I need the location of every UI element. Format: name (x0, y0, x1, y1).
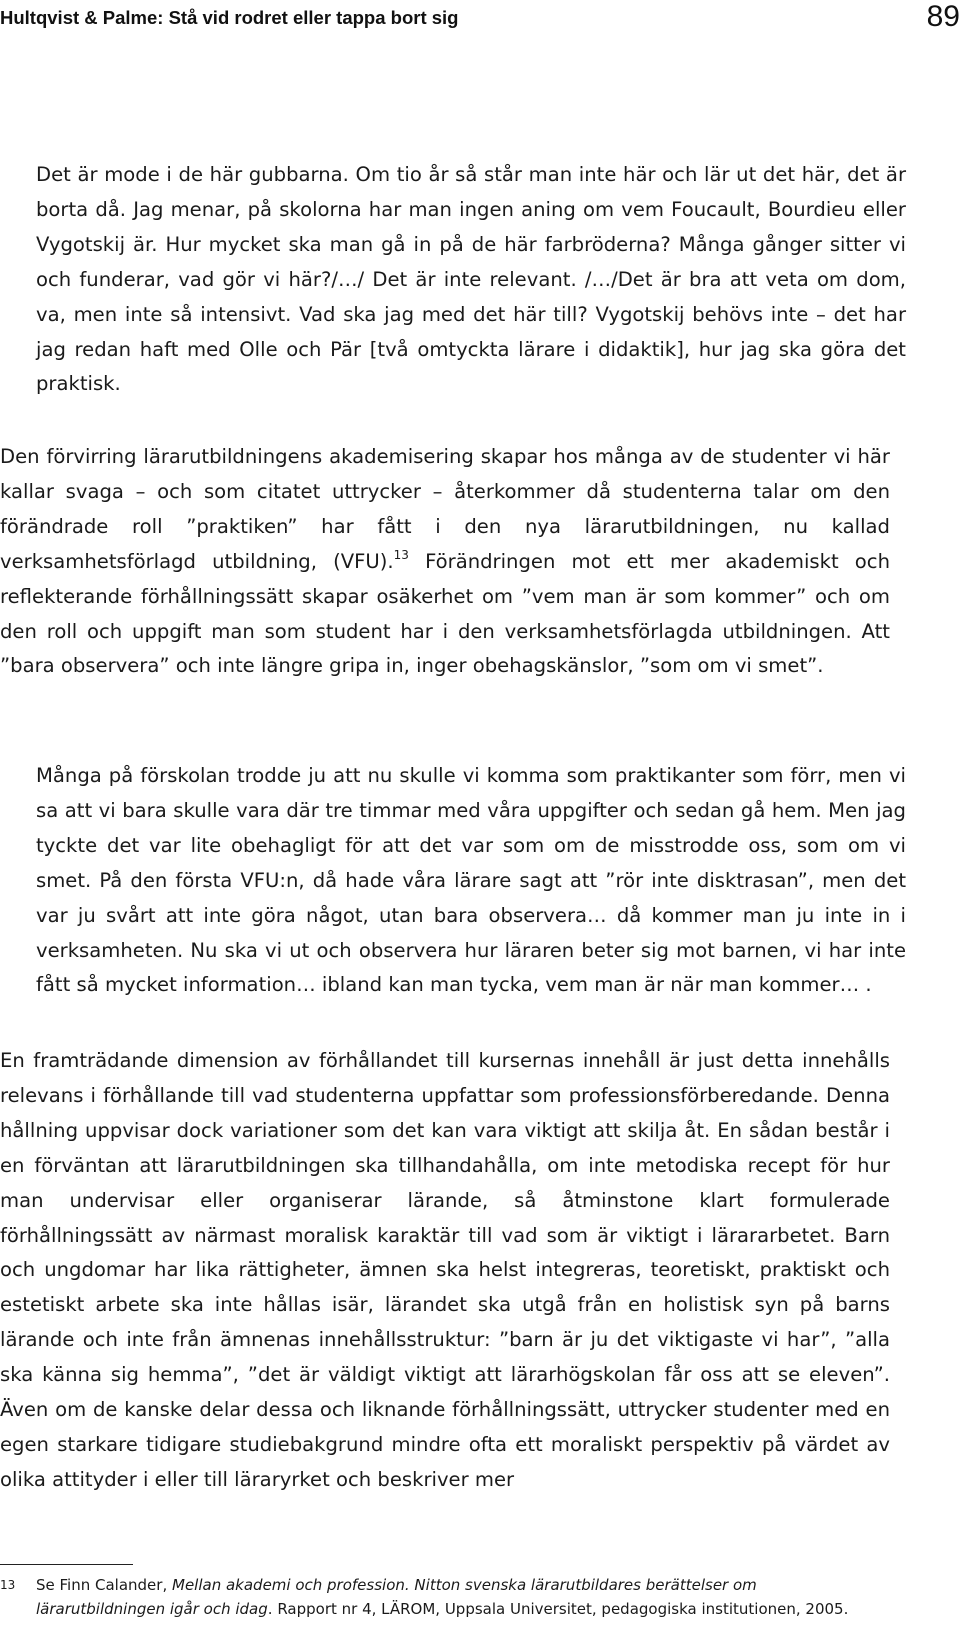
footnote-title: Mellan akademi och profession. Nitton svenska lärarutbildares berättelser om lärarutbildningen igår och idag (36, 1576, 757, 1618)
footnote-number: 13 (0, 1578, 16, 1592)
footnote-lead: Se Finn Calander, (36, 1576, 172, 1594)
body-paragraph-1 (0, 440, 890, 684)
body-paragraph-2: En framträdande dimension av förhållandet till kursernas innehåll är just detta innehålls relevans i förhållande till vad studenterna uppfattar som professionsförberedande. Denna hållning uppvisar dock variationer som det kan vara viktigt att skilja åt. En sådan består i en förväntan att lärarutbildningen ska tillhandahålla, om inte metodiska recept för hur man undervisar eller organiserar lärande, så åtminstone klart formulerade förhållningssätt av närmast moralisk karaktär till vad som är viktigt i lärararbetet. Barn och ungdomar har lika rättigheter, ämnen ska helst integreras, teoretiskt, praktiskt och estetiskt arbete ska inte hållas isär, lärandet ska utgå från en holistisk syn på barns lärande och inte från ämnenas innehållsstruktur: ”barn är ju det viktigaste vi har”, ”alla ska känna sig hemma”, ”det är väldigt viktigt att lärarhögskolan får oss att se eleven”. Även om de kanske delar dessa och liknande förhållningssätt, uttrycker studenter med en egen starkare tidigare studiebakgrund mindre ofta ett moraliskt perspektiv på värdet av olika attityder i eller till läraryrket och beskriver mer (0, 1049, 890, 1491)
block-quote-1: Det är mode i de här gubbarna. Om tio år så står man inte här och lär ut det här, det är borta då. Jag menar, på skolorna har man ingen aning om vem Foucault, Bourdieu eller Vygotskij är. Hur mycket ska man gå in på de här farbröderna? Många gånger sitter vi och funderar, vad gör vi här?/…/ Det är inte relevant. /…/Det är bra att veta om dom, va, men inte så intensivt. Vad ska jag med det här till? Vygotskij behövs inte – det har jag redan haft med Olle och Pär [två omtyckta lärare i didaktik], hur jag ska göra det praktisk. (36, 163, 906, 396)
paragraph-1-text-b: Förändringen mot ett mer akademiskt och reflekterande förhållningssätt skapar osäkerhet om ”vem man är som kommer” och om den roll och uppgift man som student har i den verksamhetsförlagda utbildningen. Att ”bara observera” och inte längre gripa in, inger obehagskänslor, ”som om vi smet”. (0, 549, 890, 678)
footnote-text (36, 1574, 890, 1621)
page-number: 89 (926, 0, 960, 33)
footnote (0, 1574, 890, 1621)
footnote-separator (0, 1564, 133, 1565)
footnote-reference[interactable]: 13 (393, 547, 409, 562)
block-quote-2: Många på förskolan trodde ju att nu skulle vi komma som praktikanter som förr, men vi sa att vi bara skulle vara där tre timmar med våra uppgifter och sedan gå hem. Men jag tyckte det var lite obehagligt för att det var som om de misstrodde oss, som om vi smet. På den första VFU:n, då hade våra lärare sagt att ”rör inte disktrasan”, men det var ju svårt att inte göra något, utan bara observera… då kommer man ju inte in i verksamheten. Nu ska vi ut och observera hur läraren beter sig mot barnen, vi har inte fått så mycket information… ibland kan man tycka, vem man är när man kommer… . (36, 764, 906, 997)
paragraph-1-text-a: Den förvirring lärarutbildningens akademisering skapar hos många av de studenter vi här kallar svaga – och som citatet uttrycker – återkommer då studenterna talar om den förändrade roll ”praktiken” har fått i den nya lärarutbildningen, nu kallad verksamhetsförlagd utbildning, (VFU). (0, 445, 890, 573)
footnote-rest: . Rapport nr 4, LÄROM, Uppsala Universitet, pedagogiska institutionen, 2005. (267, 1599, 849, 1618)
page-header (0, 0, 960, 40)
running-title: Hultqvist & Palme: Stå vid rodret eller tappa bort sig (0, 7, 459, 28)
